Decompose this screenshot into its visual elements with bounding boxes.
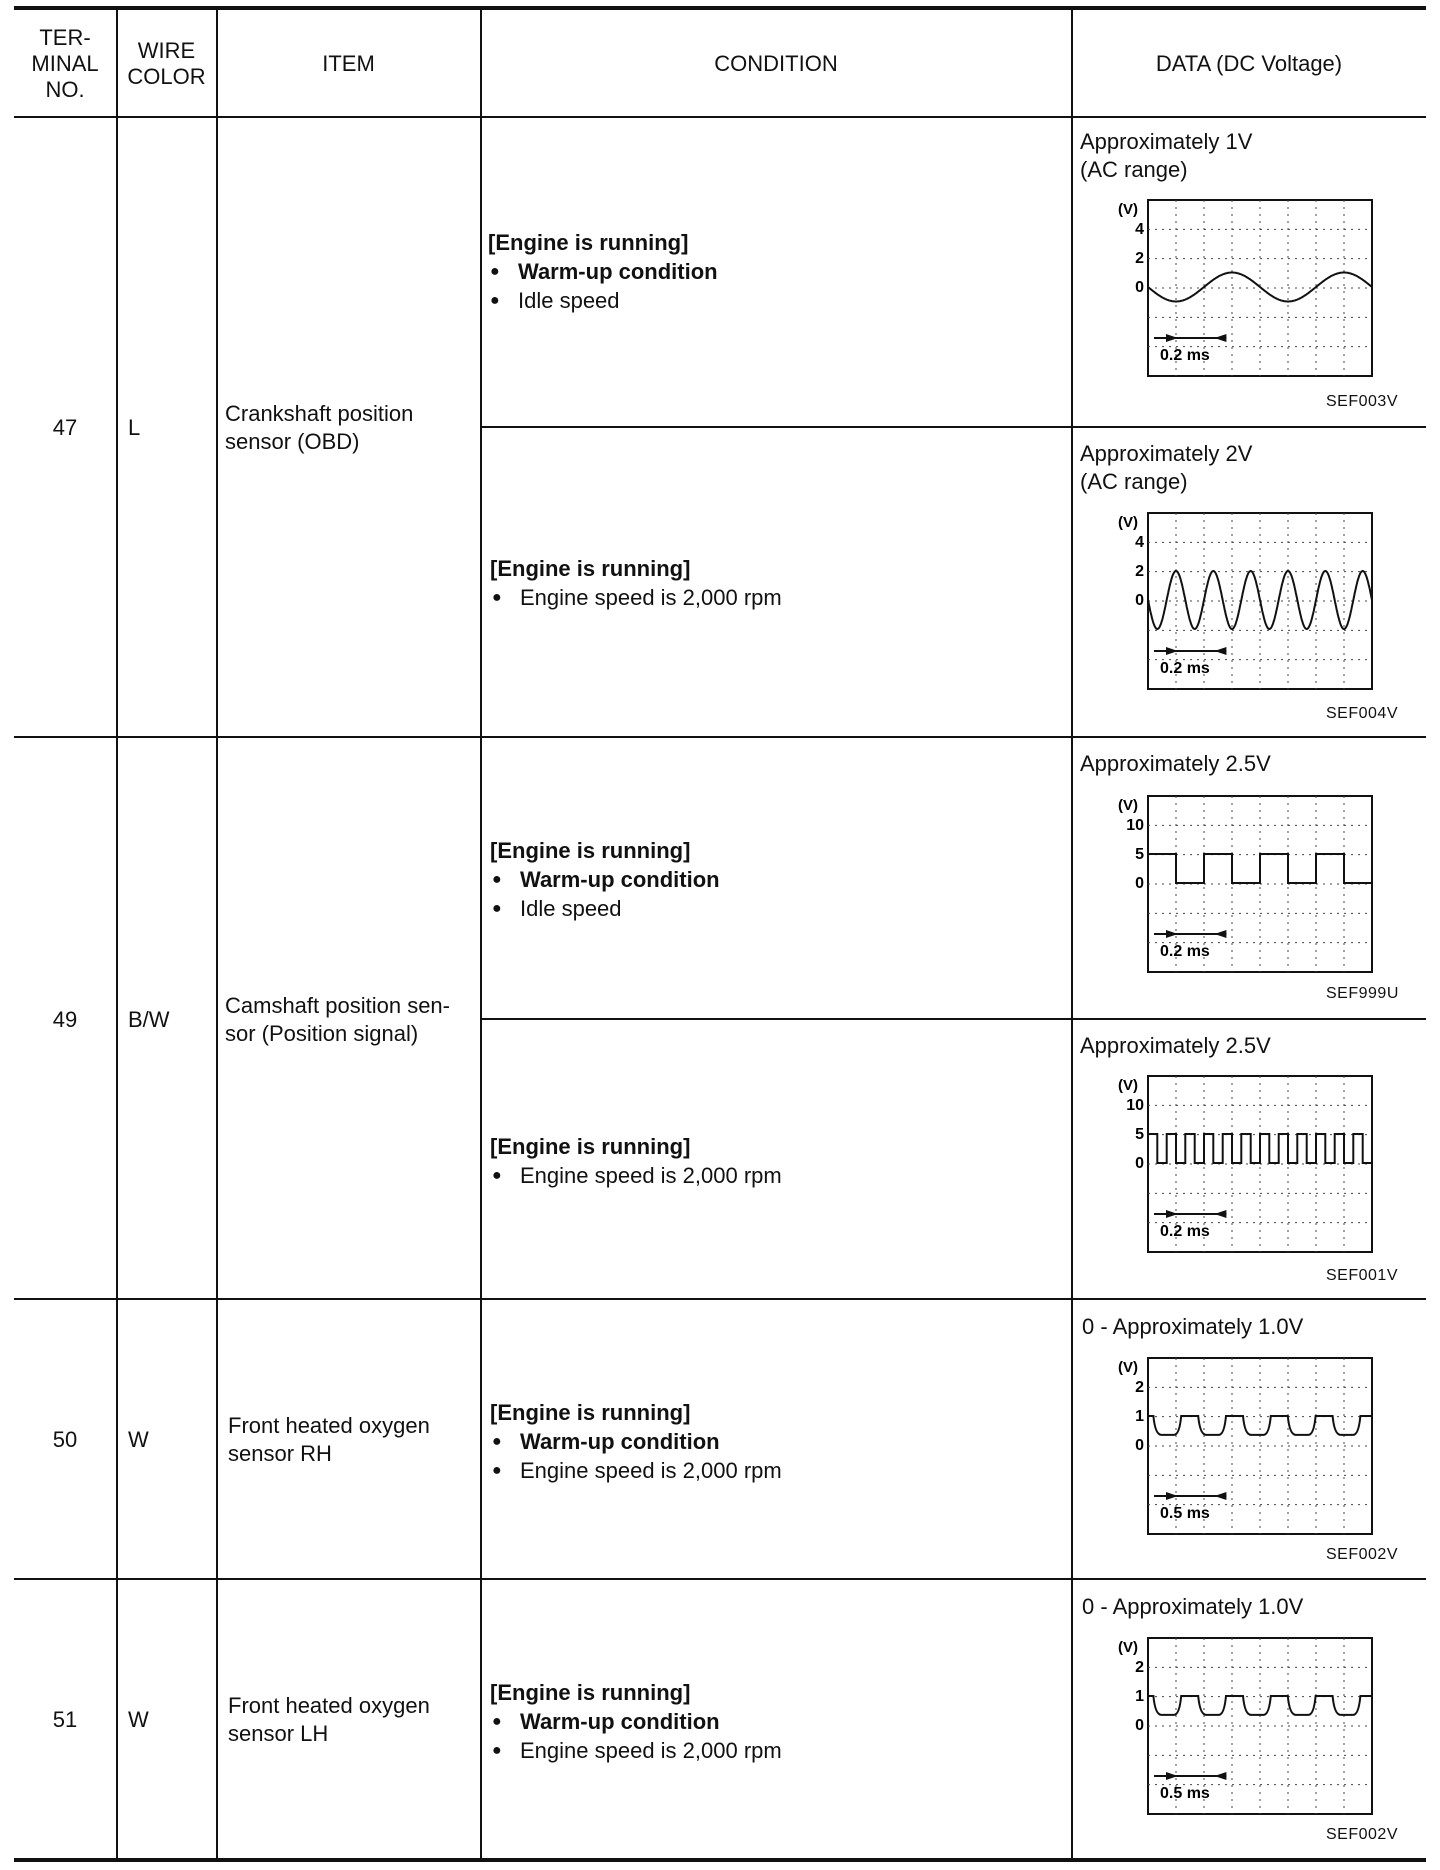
item-49-line-1: Camshaft position sen- [225, 993, 450, 1018]
scope-tick-label: 10 [1126, 1097, 1144, 1114]
item-51 [228, 1692, 478, 1748]
data-label-row-4 [1080, 1032, 1271, 1060]
header-terminal-line-2: MINAL [31, 51, 99, 76]
data-label-line: Approximately 2V [1080, 441, 1253, 466]
group-rule [14, 736, 1426, 738]
scope-waveform [1148, 1696, 1372, 1715]
data-label-line: (AC range) [1080, 157, 1188, 182]
data-label-row-5 [1082, 1313, 1303, 1341]
oscilloscope-trace-row-2 [1100, 505, 1380, 695]
data-label-line: Approximately 1V [1080, 129, 1253, 154]
figure-code-row-6: SEF002V [1326, 1826, 1398, 1843]
data-label-line: (AC range) [1080, 469, 1188, 494]
scope-unit-label: (V) [1118, 1639, 1138, 1656]
scope-tick-label: 0 [1135, 592, 1144, 609]
scope-unit-label: (V) [1118, 1359, 1138, 1376]
item-49 [225, 992, 477, 1048]
wire-color-51: W [128, 1707, 149, 1732]
scope-tick-label: 4 [1135, 221, 1144, 238]
header-wire-color [117, 12, 216, 116]
oscilloscope-trace-row-1 [1100, 192, 1380, 382]
condition-head: [Engine is running] [488, 230, 689, 255]
column-rule [116, 8, 118, 1858]
time-division-arrow [1214, 1210, 1226, 1218]
header-rule [14, 116, 1426, 118]
terminal-no-47: 47 [52, 415, 78, 440]
item-47-line-1: Crankshaft position [225, 401, 414, 426]
item-49-line-2: sor (Position signal) [225, 1021, 419, 1046]
data-label-row-6 [1082, 1593, 1303, 1621]
table-top-rule [14, 6, 1426, 10]
scope-tick-label: 10 [1126, 817, 1144, 834]
scope-tick-label: 4 [1135, 534, 1144, 551]
item-50 [228, 1412, 478, 1468]
oscilloscope-trace-row-3 [1100, 788, 1380, 978]
condition-row-1 [488, 228, 1058, 315]
item-47-line-2: sensor (OBD) [225, 429, 360, 454]
scope-tick-label: 2 [1135, 1659, 1144, 1676]
figure-code-row-4: SEF001V [1326, 1267, 1398, 1284]
item-50-line-1: Front heated oxygen [228, 1413, 430, 1438]
condition-bullet: ● Engine speed is 2,000 rpm [490, 583, 1060, 612]
data-label-line: Approximately 2.5V [1080, 751, 1271, 776]
condition-bullet: ● Engine speed is 2,000 rpm [490, 1161, 1060, 1190]
scope-tick-label: 5 [1135, 846, 1144, 863]
scope-tick-label: 2 [1135, 250, 1144, 267]
condition-row-2 [490, 554, 1060, 612]
condition-bullet: ● Engine speed is 2,000 rpm [490, 1736, 1060, 1765]
header-terminal-line-3: NO. [45, 77, 85, 102]
scope-tick-label: 2 [1135, 1379, 1144, 1396]
scope-tick-label: 1 [1135, 1408, 1144, 1425]
column-rule [1071, 8, 1073, 1858]
oscilloscope-trace-row-6 [1100, 1630, 1380, 1820]
scope-waveform [1148, 1134, 1372, 1163]
header-wire-line-1: WIRE [137, 38, 196, 63]
time-division-arrow [1214, 334, 1226, 342]
header-wire-line-2: COLOR [127, 64, 206, 89]
header-terminal-line-1: TER- [39, 25, 91, 50]
condition-head: [Engine is running] [490, 1680, 691, 1705]
column-rule [480, 8, 482, 1858]
scope-waveform [1148, 571, 1372, 629]
condition-bullet: ● Engine speed is 2,000 rpm [490, 1456, 1060, 1485]
item-50-line-2: sensor RH [228, 1441, 332, 1466]
row-rule [481, 1018, 1426, 1020]
condition-bullet: ● Idle speed [490, 894, 1060, 923]
time-division-label: 0.2 ms [1160, 1223, 1210, 1240]
item-51-line-2: sensor LH [228, 1721, 329, 1746]
condition-row-6 [490, 1678, 1060, 1765]
scope-waveform [1148, 273, 1372, 302]
group-rule [14, 1298, 1426, 1300]
time-division-arrow [1214, 1492, 1226, 1500]
time-division-label: 0.2 ms [1160, 943, 1210, 960]
time-division-arrow [1214, 647, 1226, 655]
condition-bullet: ● Warm-up condition [488, 257, 1058, 286]
figure-code-row-3: SEF999U [1326, 985, 1399, 1002]
column-rule [216, 8, 218, 1858]
wire-color-49: B/W [128, 1007, 170, 1032]
header-terminal-no [14, 12, 116, 116]
data-label-row-3 [1080, 750, 1271, 778]
terminal-no-49: 49 [52, 1007, 78, 1032]
table-bottom-rule [14, 1858, 1426, 1862]
header-data: DATA (DC Voltage) [1155, 51, 1343, 76]
condition-bullet: ● Warm-up condition [490, 1707, 1060, 1736]
condition-head: [Engine is running] [490, 556, 691, 581]
oscilloscope-trace-row-4 [1100, 1068, 1380, 1258]
data-label-line: Approximately 2.5V [1080, 1033, 1271, 1058]
condition-row-3 [490, 836, 1060, 923]
data-label-line: 0 - Approximately 1.0V [1082, 1594, 1304, 1619]
terminal-no-51: 51 [52, 1707, 78, 1732]
time-division-label: 0.2 ms [1160, 660, 1210, 677]
scope-tick-label: 0 [1135, 279, 1144, 296]
time-division-label: 0.5 ms [1160, 1785, 1210, 1802]
condition-bullet: ● Warm-up condition [490, 865, 1060, 894]
condition-head: [Engine is running] [490, 838, 691, 863]
scope-waveform [1148, 854, 1372, 883]
figure-code-row-1: SEF003V [1326, 393, 1398, 410]
time-division-label: 0.2 ms [1160, 347, 1210, 364]
condition-head: [Engine is running] [490, 1134, 691, 1159]
time-division-label: 0.5 ms [1160, 1505, 1210, 1522]
scope-waveform [1148, 1416, 1372, 1435]
condition-row-5 [490, 1398, 1060, 1485]
condition-bullet: ● Warm-up condition [490, 1427, 1060, 1456]
condition-row-4 [490, 1132, 1060, 1190]
scope-tick-label: 0 [1135, 1717, 1144, 1734]
scope-tick-label: 0 [1135, 875, 1144, 892]
data-label-row-1 [1080, 128, 1252, 184]
scope-unit-label: (V) [1118, 514, 1138, 531]
group-rule [14, 1578, 1426, 1580]
scope-tick-label: 5 [1135, 1126, 1144, 1143]
scope-unit-label: (V) [1118, 797, 1138, 814]
wire-color-50: W [128, 1427, 149, 1452]
data-label-line: 0 - Approximately 1.0V [1082, 1314, 1304, 1339]
row-rule [481, 426, 1426, 428]
data-label-row-2 [1080, 440, 1252, 496]
scope-tick-label: 1 [1135, 1688, 1144, 1705]
oscilloscope-trace-row-5 [1100, 1350, 1380, 1540]
scope-tick-label: 2 [1135, 563, 1144, 580]
condition-head: [Engine is running] [490, 1400, 691, 1425]
figure-code-row-2: SEF004V [1326, 705, 1398, 722]
item-47 [225, 400, 475, 456]
condition-bullet: ● Idle speed [488, 286, 1058, 315]
scope-tick-label: 0 [1135, 1437, 1144, 1454]
time-division-arrow [1214, 930, 1226, 938]
scope-unit-label: (V) [1118, 1077, 1138, 1094]
item-51-line-1: Front heated oxygen [228, 1693, 430, 1718]
scope-tick-label: 0 [1135, 1155, 1144, 1172]
figure-code-row-5: SEF002V [1326, 1546, 1398, 1563]
header-item: ITEM [322, 51, 375, 76]
header-condition: CONDITION [714, 51, 838, 76]
scope-unit-label: (V) [1118, 201, 1138, 218]
time-division-arrow [1214, 1772, 1226, 1780]
wire-color-47: L [128, 415, 141, 440]
terminal-no-50: 50 [52, 1427, 78, 1452]
